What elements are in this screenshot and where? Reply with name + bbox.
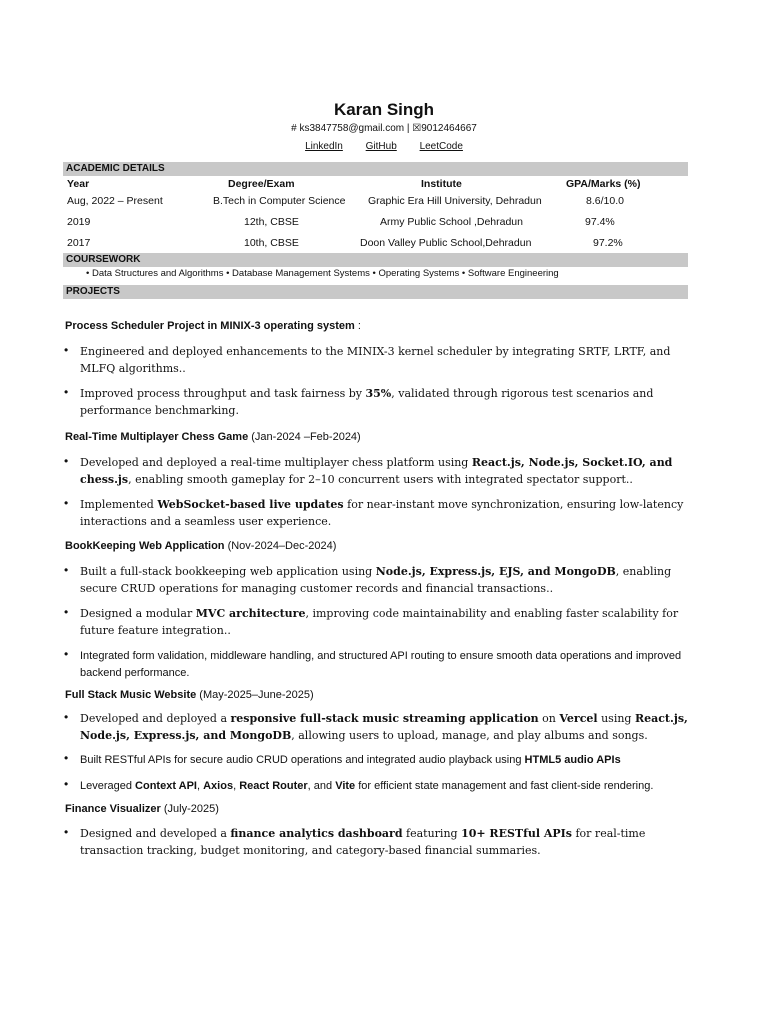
bullet-segment: finance analytics dashboard [230,827,403,840]
bullet-segment: MVC architecture [195,607,306,620]
project-name: BookKeeping Web Application [65,540,225,552]
bullet-segment: on [538,712,560,725]
contact-line [0,123,768,134]
section-header-coursework: COURSEWORK [63,253,688,267]
project-title [65,431,361,443]
col-header-degree: Degree/Exam [228,178,295,190]
bullet-segment: , and [307,780,336,792]
bullet-segment: Improved process throughput and task fairness by [80,387,366,400]
candidate-name: Karan Singh [333,100,435,119]
contact-separator: | [406,123,410,134]
project-date: (July-2025) [160,803,219,815]
bullet-segment: , [233,780,240,792]
bullet-segment: for near-instant move synchronization, ensuring low-latency interactions and a seamless user experience. [80,498,684,528]
project-date: (Jan-2024 –Feb-2024) [248,431,361,443]
profile-links [0,141,768,152]
phone-icon: ☒ [412,123,422,134]
github-link[interactable]: GitHub [365,141,397,152]
bullet-icon: • [64,647,69,661]
bullet-segment: using [597,712,635,725]
bullet-segment: for efficient state management and fast client-side rendering. [355,780,654,792]
project-date: (May-2025–June-2025) [196,689,314,701]
coursework-list: • Data Structures and Algorithms • Database Management Systems • Operating Systems • Software Engineering [86,268,559,279]
bullet-icon: • [64,825,69,839]
bullet-icon: • [64,605,69,619]
bullet-segment: , enabling smooth gameplay for 2–10 concurrent users with integrated spectator support.. [128,473,633,486]
bullet-segment: Vite [335,780,356,792]
bullet-segment: React.js, Node.js, Express.js, and MongoDB [80,712,688,742]
project-date: : [354,320,361,332]
bullet-segment: Built RESTful APIs for secure audio CRUD operations and integrated audio playback using [80,754,525,766]
bullet-segment: 35% [365,387,392,400]
project-title [65,320,361,332]
bullet-icon: • [64,496,69,510]
bullet-segment: Context API [135,780,197,792]
bullet-segment: , allowing users to upload, manage, and play albums and songs. [291,729,648,742]
section-header-projects: PROJECTS [63,285,688,299]
bullet-text [80,751,692,768]
project-title [65,689,314,701]
project-title [65,540,336,552]
bullet-segment: 10+ RESTful APIs [461,827,572,840]
project-name: Real-Time Multiplayer Chess Game [65,431,249,443]
bullet-segment: for real-time transaction tracking, budget monitoring, and category-based financial summaries. [80,827,646,857]
bullet-segment: Developed and deployed a real-time multiplayer chess platform using [80,456,472,469]
bullet-segment: Developed and deployed a [80,712,231,725]
bullet-segment: Axios [203,780,234,792]
bullet-segment: , improving code maintainability and enabling faster scalability for future feature integration.. [80,607,679,637]
bullet-segment: Designed and developed a [80,827,231,840]
bullet-segment: Built a full-stack bookkeeping web application using [80,565,376,578]
col-header-gpa: GPA/Marks (%) [566,178,641,190]
bullet-segment: Designed a modular [80,607,196,620]
bullet-segment: , validated through rigorous test scenarios and performance benchmarking. [80,387,654,417]
table-cell-institute: Doon Valley Public School,Dehradun [360,237,532,249]
bullet-icon: • [64,751,69,765]
project-date: (Nov-2024–Dec-2024) [224,540,337,552]
bullet-icon: • [64,777,69,791]
bullet-text [80,710,692,744]
bullet-segment: featuring [402,827,462,840]
section-header-academic: ACADEMIC DETAILS [63,162,688,176]
bullet-segment: React Router [239,780,308,792]
table-cell-degree: 12th, CBSE [244,216,299,228]
table-cell-institute: Graphic Era Hill University, Dehradun [368,195,542,207]
table-cell-gpa: 97.4% [585,216,615,228]
table-cell-degree: 10th, CBSE [244,237,299,249]
bullet-segment: , enabling secure CRUD operations for managing customer records and financial transactions.. [80,565,672,595]
bullet-segment: Engineered and deployed enhancements to the MINIX-3 kernel scheduler by integrating SRTF, LRTF, and MLFQ algorithms.. [80,345,671,375]
bullet-segment: Node.js, Express.js, EJS, and MongoDB [375,565,616,578]
email-icon: # [291,123,297,134]
bullet-text [80,647,692,681]
bullet-icon: • [64,385,69,399]
bullet-segment: Integrated form validation, middleware handling, and structured API routing to ensure smooth data operations and improved backend performance. [80,650,682,679]
table-cell-gpa: 8.6/10.0 [586,195,624,207]
linkedin-link[interactable]: LinkedIn [305,141,343,152]
phone-text: 9012464667 [421,123,477,134]
bullet-segment: WebSocket-based live updates [157,498,344,511]
bullet-segment: responsive full-stack music streaming application [230,712,539,725]
bullet-text [80,496,692,530]
bullet-icon: • [64,343,69,357]
bullet-text [80,385,692,419]
bullet-segment: Implemented [80,498,158,511]
col-header-institute: Institute [421,178,462,190]
table-cell-degree: B.Tech in Computer Science [213,195,346,207]
project-title [65,803,219,815]
bullet-segment: HTML5 audio APIs [524,754,621,766]
bullet-icon: • [64,563,69,577]
project-name: Full Stack Music Website [65,689,197,701]
email-text[interactable]: ks3847758@gmail.com [299,123,405,134]
bullet-text [80,777,692,794]
bullet-text [80,343,692,377]
bullet-text [80,454,692,488]
col-header-year: Year [67,178,90,190]
bullet-segment: , [196,780,204,792]
table-cell-institute: Army Public School ,Dehradun [380,216,523,228]
bullet-text [80,563,692,597]
table-cell-gpa: 97.2% [593,237,623,249]
leetcode-link[interactable]: LeetCode [419,141,463,152]
bullet-icon: • [64,710,69,724]
bullet-segment: Leveraged [80,780,136,792]
table-cell-year: 2017 [67,237,91,249]
bullet-segment: Vercel [559,712,598,725]
bullet-text [80,605,692,639]
bullet-segment: React.js, Node.js, Socket.IO, and chess.js [80,456,673,486]
bullet-text [80,825,692,859]
table-cell-year: 2019 [67,216,91,228]
bullet-icon: • [64,454,69,468]
project-name: Finance Visualizer [65,803,161,815]
project-name: Process Scheduler Project in MINIX-3 operating system [65,320,355,332]
table-cell-year: Aug, 2022 – Present [67,195,163,207]
